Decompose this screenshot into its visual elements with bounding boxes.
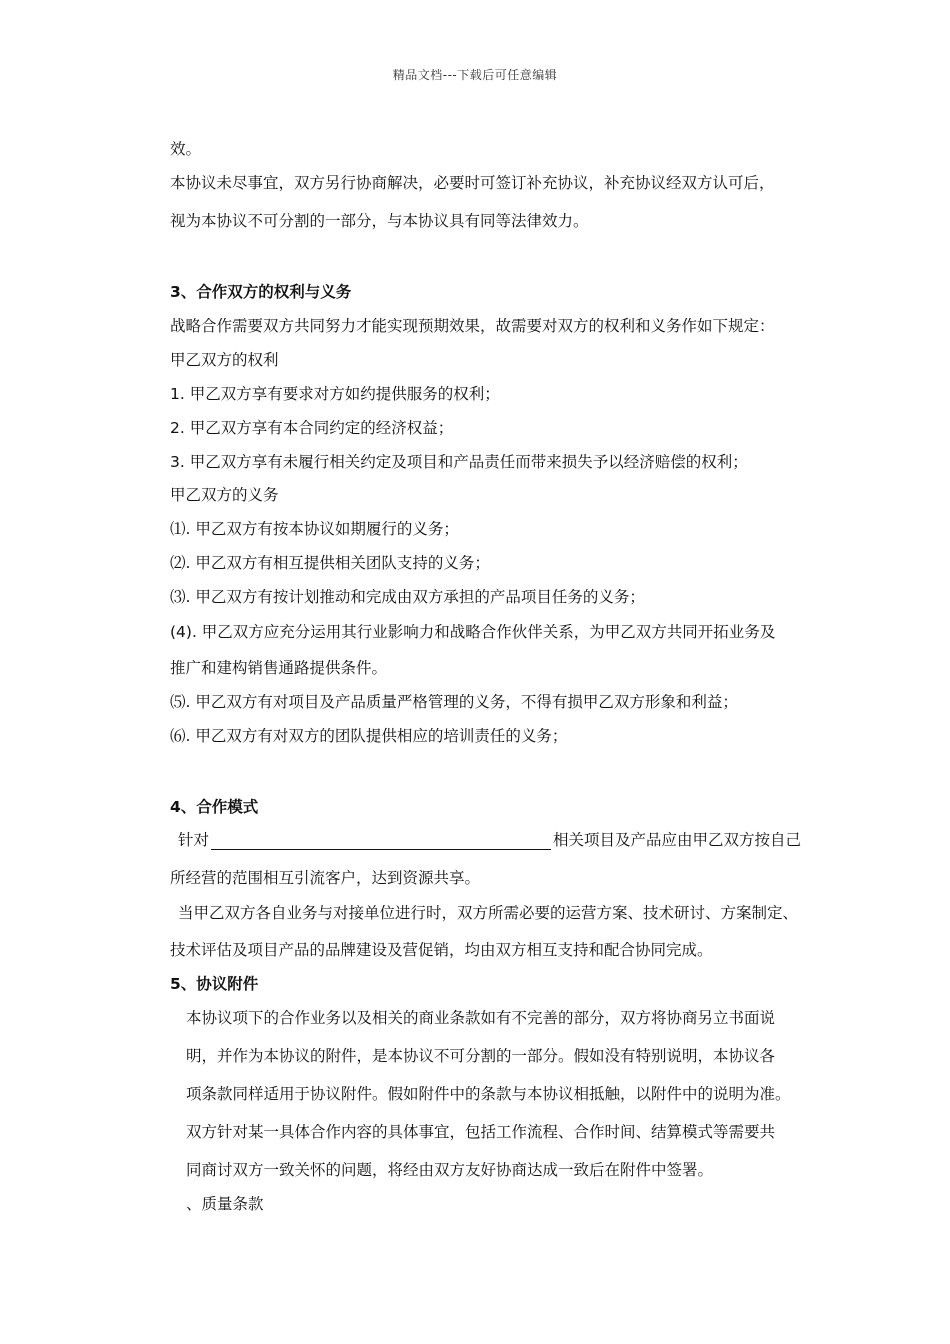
list-item: ⑵. 甲乙双方有相互提供相关团队支持的义务； <box>170 554 490 572</box>
paragraph-line: 技术评估及项目产品的品牌建设及营促销，均由双方相互支持和配合协同完成。 <box>170 941 713 959</box>
page-header: 精品文档---下载后可任意编辑 <box>392 68 558 82</box>
paragraph-line: 战略合作需要双方共同努力才能实现预期效果，故需要对双方的权利和义务作如下规定： <box>170 317 775 335</box>
paragraph-line: 本协议项下的合作业务以及相关的商业条款如有不完善的部分，双方将协商另立书面说 <box>186 1009 776 1027</box>
section-heading-3: 3、合作双方的权利与义务 <box>170 283 352 301</box>
paragraph-line: 当甲乙双方各自业务与对接单位进行时，双方所需必要的运营方案、技术研讨、方案制定、 <box>178 904 799 922</box>
list-item: ⑸. 甲乙双方有对项目及产品质量严格管理的义务，不得有损甲乙双方形象和利益； <box>170 693 738 711</box>
paragraph-line: 本协议未尽事宜，双方另行协商解决，必要时可签订补充协议，补充协议经双方认可后， <box>170 174 775 192</box>
subsection-heading: 、质量条款 <box>186 1195 264 1213</box>
paragraph-line: 效。 <box>170 140 202 158</box>
blank-prefix: 针对 <box>178 831 210 849</box>
paragraph-line: 视为本协议不可分割的一部分，与本协议具有同等法律效力。 <box>170 212 589 230</box>
list-item: 2. 甲乙双方享有本合同约定的经济权益； <box>170 419 454 437</box>
blank-suffix: 相关项目及产品应由甲乙双方按自己 <box>553 831 802 849</box>
section-heading-5: 5、协议附件 <box>170 975 259 993</box>
paragraph-line: 同商讨双方一致关怀的问题，将经由双方友好协商达成一致后在附件中签署。 <box>186 1161 714 1179</box>
list-item: ⑹. 甲乙双方有对双方的团队提供相应的培训责任的义务； <box>170 727 568 745</box>
paragraph-line: 双方针对某一具体合作内容的具体事宜，包括工作流程、合作时间、结算模式等需要共 <box>186 1123 776 1141</box>
list-item: 3. 甲乙双方享有未履行相关约定及项目和产品责任而带来损失予以经济赔偿的权利； <box>170 453 748 471</box>
list-item-continuation: 推广和建构销售通路提供条件。 <box>170 659 388 677</box>
paragraph-line-with-blank <box>178 830 801 850</box>
paragraph-line: 明，并作为本协议的附件，是本协议不可分割的一部分。假如没有特别说明，本协议各 <box>186 1047 776 1065</box>
list-item: (4). 甲乙双方应充分运用其行业影响力和战略合作伙伴关系，为甲乙双方共同开拓业务及 <box>170 623 776 641</box>
subheading-rights: 甲乙双方的权利 <box>170 351 279 369</box>
section-heading-4: 4、合作模式 <box>170 798 259 816</box>
list-item: ⑶. 甲乙双方有按计划推动和完成由双方承担的产品项目任务的义务； <box>170 588 645 606</box>
fill-in-blank <box>211 832 551 850</box>
subheading-obligations: 甲乙双方的义务 <box>170 486 279 504</box>
list-item: 1. 甲乙双方享有要求对方如约提供服务的权利； <box>170 385 500 403</box>
list-item: ⑴. 甲乙双方有按本协议如期履行的义务； <box>170 520 459 538</box>
paragraph-line: 项条款同样适用于协议附件。假如附件中的条款与本协议相抵触，以附件中的说明为准。 <box>186 1085 791 1103</box>
paragraph-line: 所经营的范围相互引流客户，达到资源共享。 <box>170 869 481 887</box>
